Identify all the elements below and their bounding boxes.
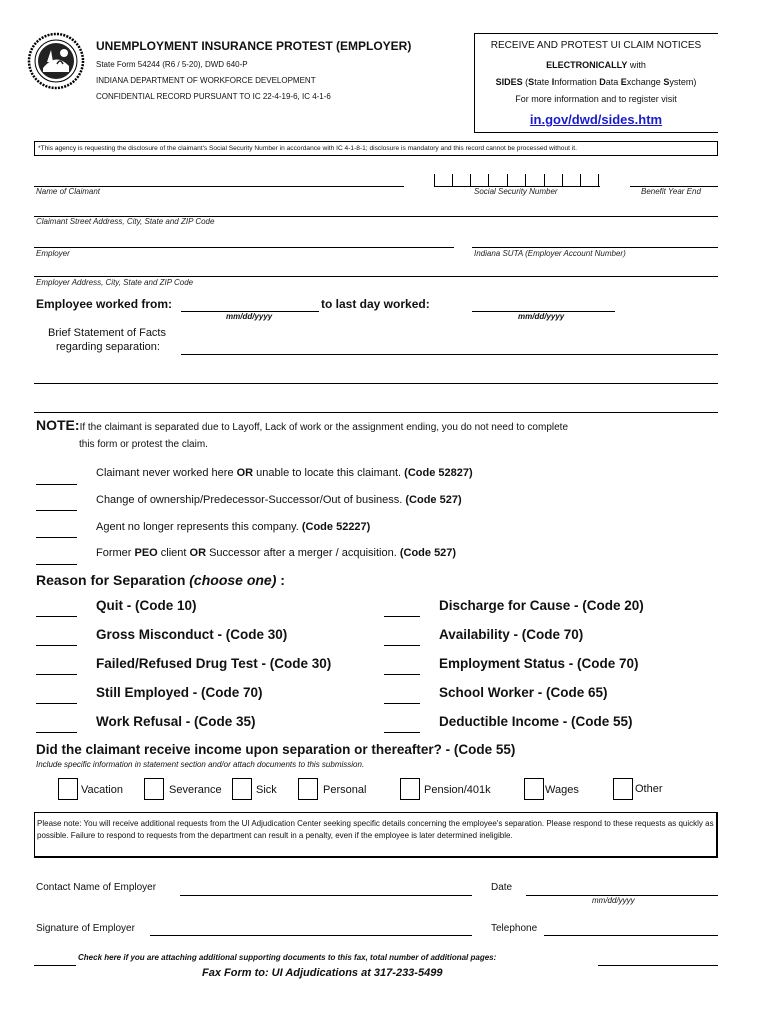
more-info-text: For more information and to register visit — [515, 94, 677, 104]
ssn-digit-divider — [525, 174, 526, 187]
sides-link[interactable]: in.gov/dwd/sides.htm — [529, 112, 663, 127]
sides-word-information: nformation — [554, 77, 600, 87]
reason-left-2: Failed/Refused Drug Test - (Code 30) — [96, 656, 332, 671]
claimant-address-label: Claimant Street Address, City, State and ZIP Code — [36, 217, 215, 226]
personal-checkbox[interactable] — [298, 778, 318, 800]
sides-notice-heading: RECEIVE AND PROTEST UI CLAIM NOTICES — [490, 40, 702, 51]
option-text: Change of ownership/Predecessor-Successor/Out of business. — [96, 494, 406, 506]
reason-blank[interactable] — [384, 616, 420, 617]
pension-label: Pension/401k — [424, 784, 491, 796]
date-label: Date — [491, 882, 513, 893]
sides-word-exchange: xchange — [626, 77, 664, 87]
vacation-label: Vacation — [81, 784, 123, 796]
severance-checkbox[interactable] — [144, 778, 164, 800]
ssn-digit-divider — [507, 174, 508, 187]
department-name: INDIANA DEPARTMENT OF WORKFORCE DEVELOPMENT — [96, 76, 316, 85]
option-code: (Code 52227) — [301, 521, 371, 533]
suta-label: Indiana SUTA (Employer Account Number) — [474, 249, 626, 258]
fax-line: Fax Form to: UI Adjudications at 317-233-5499 — [202, 967, 443, 979]
reason-blank[interactable] — [36, 703, 77, 704]
option-code: (Code 527) — [405, 494, 462, 506]
reason-left-0: Quit - (Code 10) — [96, 598, 197, 613]
sides-acronym: SIDES — [495, 77, 523, 87]
state-seal — [27, 32, 85, 90]
footer-date-hint: mm/dd/yyyy — [592, 896, 635, 905]
employer-address-label: Employer Address, City, State and ZIP Code — [36, 278, 194, 287]
sides-word-data: ata — [605, 77, 621, 87]
note-paragraph — [36, 417, 676, 435]
ssn-digit-divider — [470, 174, 471, 187]
telephone-label: Telephone — [491, 923, 538, 934]
sides-letter-e: E — [620, 77, 627, 87]
reason-right-0: Discharge for Cause - (Code 20) — [439, 598, 644, 613]
option-text: client — [157, 547, 190, 559]
worked-from-label: Employee worked from: — [36, 297, 173, 311]
option-or: OR — [236, 467, 254, 479]
wages-label: Wages — [545, 784, 579, 796]
employer-label: Employer — [36, 249, 70, 258]
option-change-ownership — [96, 494, 462, 506]
name-of-claimant-label: Name of Claimant — [36, 187, 101, 196]
ssn-digit-divider — [544, 174, 545, 187]
statement-line-3[interactable] — [34, 412, 718, 413]
reason-blank[interactable] — [36, 616, 77, 617]
pension-checkbox[interactable] — [400, 778, 420, 800]
reason-left-1: Gross Misconduct - (Code 30) — [96, 627, 288, 642]
option-agent-no-longer — [96, 521, 370, 533]
reason-heading — [36, 572, 285, 588]
reason-colon: : — [276, 572, 285, 588]
reason-blank[interactable] — [384, 674, 420, 675]
reason-right-2: Employment Status - (Code 70) — [439, 656, 639, 671]
note-label: NOTE: — [36, 417, 80, 433]
sides-letter-i: I — [551, 77, 555, 87]
option-text: Agent no longer represents this company. — [96, 521, 302, 533]
vacation-checkbox[interactable] — [58, 778, 78, 800]
option-text: Successor after a merger / acquisition. — [206, 547, 400, 559]
statement-line-1[interactable] — [181, 354, 718, 355]
please-note-box — [34, 812, 718, 858]
confidential-notice: CONFIDENTIAL RECORD PURSUANT TO IC 22-4-19-6, IC 4-1-6 — [96, 92, 331, 101]
code-blank[interactable] — [36, 564, 77, 565]
contact-name-line[interactable] — [180, 895, 472, 896]
option-former-peo — [96, 547, 456, 559]
reason-left-3: Still Employed - (Code 70) — [96, 685, 263, 700]
ssn-digit-divider — [562, 174, 563, 187]
telephone-line[interactable] — [544, 935, 718, 936]
please-note-text: Please note: You will receive additional requests from the UI Adjudication Center seeking specific details concerning the employee's separation. Please respond to these requests as quickly as possible. Failure to respond to requests from the department can result in a penalty, even if the employee is later determined ineligible. — [37, 819, 714, 840]
ssn-digit-divider — [598, 174, 599, 187]
last-day-label: to last day worked: — [321, 297, 430, 311]
with-text: with — [627, 60, 646, 70]
code-blank[interactable] — [36, 537, 77, 538]
ssn-disclosure-text: *This agency is requesting the disclosure of the claimant's Social Security Number in accordance with IC 4-1-8-1; disclosure is mandatory and this record cannot be processed without it. — [38, 145, 577, 152]
reason-blank[interactable] — [384, 645, 420, 646]
form-title: UNEMPLOYMENT INSURANCE PROTEST (EMPLOYER) — [96, 39, 412, 53]
sides-letter-s: S — [528, 77, 535, 87]
note-line-2: this form or protest the claim. — [79, 439, 208, 450]
electronically-text: ELECTRONICALLY — [546, 60, 628, 70]
worked-from-date-hint: mm/dd/yyyy — [226, 312, 273, 321]
code-blank[interactable] — [36, 510, 77, 511]
suta-line[interactable] — [472, 247, 718, 248]
ssn-digit-divider — [488, 174, 489, 187]
option-never-worked — [96, 467, 473, 479]
attachment-pages-line[interactable] — [598, 965, 718, 966]
employer-address-line[interactable] — [34, 276, 718, 277]
statement-line-2[interactable] — [34, 383, 718, 384]
ssn-digit-divider — [434, 174, 435, 187]
option-text: Former — [96, 547, 135, 559]
reason-blank[interactable] — [384, 703, 420, 704]
option-code: (Code 52827) — [404, 467, 473, 479]
income-instruction: Include specific information in statement section and/or attach documents to this submission. — [36, 760, 365, 769]
option-code: (Code 527) — [399, 547, 457, 559]
sides-word-state: tate — [534, 77, 552, 87]
sick-label: Sick — [256, 784, 277, 796]
option-or: OR — [189, 547, 207, 559]
other-label: Other — [635, 783, 663, 795]
signature-line[interactable] — [150, 935, 472, 936]
income-question: Did the claimant receive income upon separation or thereafter? - (Code 55) — [36, 742, 516, 757]
reason-left-4: Work Refusal - (Code 35) — [96, 714, 256, 729]
reason-blank[interactable] — [36, 732, 77, 733]
sick-checkbox[interactable] — [232, 778, 252, 800]
sides-electronically — [474, 60, 718, 70]
last-day-date-hint: mm/dd/yyyy — [518, 312, 565, 321]
reason-right-1: Availability - (Code 70) — [439, 627, 584, 642]
brief-statement-label-1: Brief Statement of Facts — [48, 327, 166, 339]
brief-statement-label-2: regarding separation: — [56, 341, 160, 353]
ssn-label: Social Security Number — [474, 187, 558, 196]
reason-right-4: Deductible Income - (Code 55) — [439, 714, 633, 729]
option-peo: PEO — [134, 547, 158, 559]
ssn-digit-divider — [580, 174, 581, 187]
severance-label: Severance — [169, 784, 222, 796]
code-blank[interactable] — [36, 484, 77, 485]
sides-letter-s2: S — [663, 77, 670, 87]
reason-blank[interactable] — [36, 645, 77, 646]
sides-expansion — [474, 77, 718, 87]
signature-label: Signature of Employer — [36, 923, 135, 934]
ssn-disclosure-box — [34, 141, 718, 156]
sides-open: ( — [522, 77, 529, 87]
note-line-1: If the claimant is separated due to Layoff, Lack of work or the assignment ending, you do not need to complete — [79, 422, 569, 433]
contact-name-label: Contact Name of Employer — [36, 882, 157, 893]
sides-letter-d: D — [599, 77, 606, 87]
personal-label: Personal — [323, 784, 367, 796]
benefit-year-end-label: Benefit Year End — [641, 187, 701, 196]
reason-title: Reason for Separation — [36, 572, 190, 588]
reason-choose-one: (choose one) — [189, 572, 277, 588]
option-text: unable to locate this claimant. — [253, 467, 405, 479]
employer-line[interactable] — [34, 247, 454, 248]
attachment-check-line[interactable] — [34, 965, 76, 966]
reason-blank[interactable] — [36, 674, 77, 675]
sides-word-system: ystem) — [669, 77, 697, 87]
attachment-text: Check here if you are attaching additional supporting documents to this fax, total number of additional pages: — [78, 953, 497, 962]
reason-blank[interactable] — [384, 732, 420, 733]
other-checkbox[interactable] — [613, 778, 633, 800]
form-number: State Form 54244 (R6 / 5-20), DWD 640-P — [96, 60, 248, 69]
ssn-digit-divider — [452, 174, 453, 187]
option-text: Claimant never worked here — [96, 467, 237, 479]
reason-right-3: School Worker - (Code 65) — [439, 685, 608, 700]
wages-checkbox[interactable] — [524, 778, 544, 800]
